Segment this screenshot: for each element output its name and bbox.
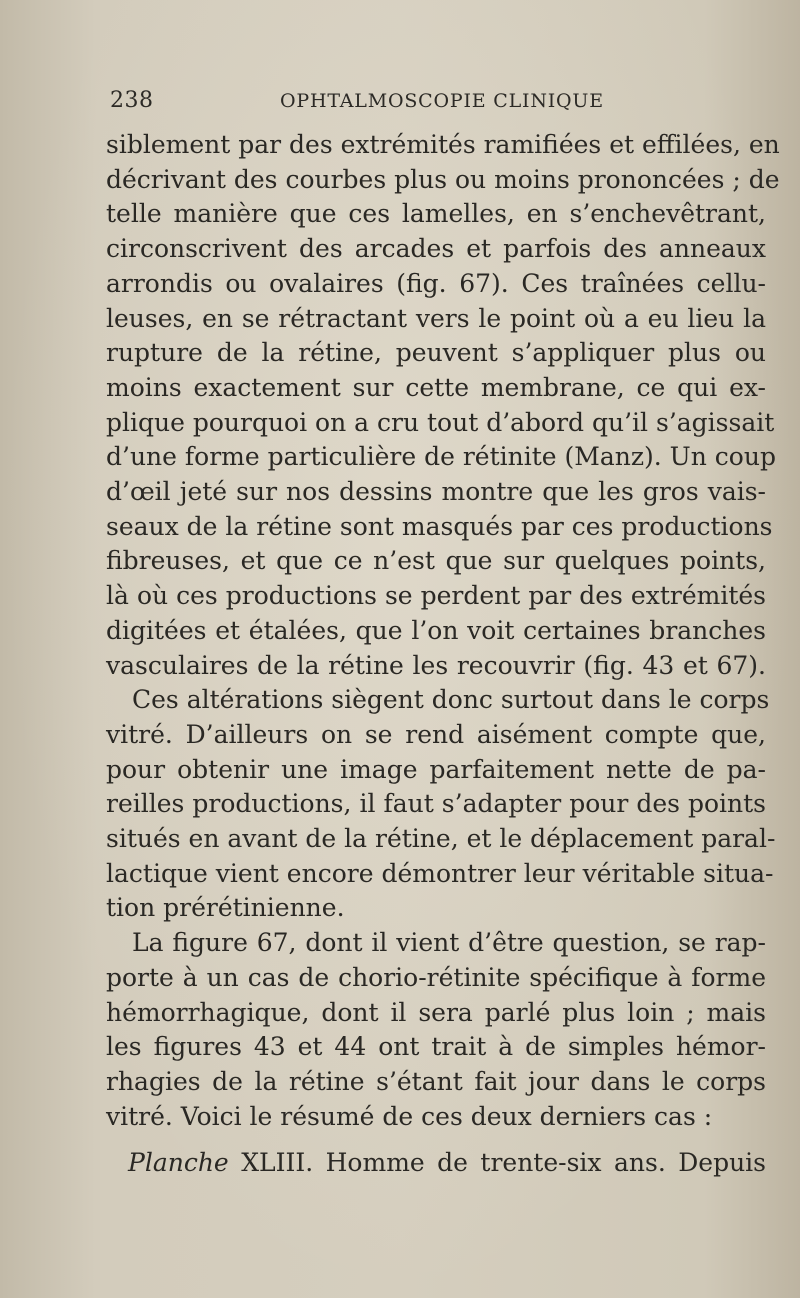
text-line: reilles productions, il faut s’adapter pour des points: [106, 789, 766, 819]
text-line: seaux de la rétine sont masqués par ces productions: [106, 511, 773, 541]
page-header: [110, 88, 630, 118]
plate-text: XLIII. Homme de trente-six ans. Depuis: [228, 1148, 766, 1177]
text-line: plique pourquoi on a cru tout d’abord qu’il s’agissait: [106, 407, 775, 437]
text-line: là où ces productions se perdent par des extrémités: [106, 581, 766, 611]
text-line: hémorrhagique, dont il sera parlé plus loin ; mais: [106, 997, 766, 1027]
text-line: pour obtenir une image parfaitement nette de pa-: [106, 754, 766, 784]
text-line: porte à un cas de chorio-rétinite spécifique à forme: [106, 962, 766, 992]
text-line: tion prérétinienne.: [106, 893, 345, 923]
text-line: rhagies de la rétine s’étant fait jour dans le corps: [106, 1066, 766, 1096]
text-line: leuses, en se rétractant vers le point où a eu lieu la: [106, 303, 766, 333]
text-line: vasculaires de la rétine les recouvrir (fig. 43 et 67).: [106, 650, 766, 680]
text-line: siblement par des extrémités ramifiées et effilées, en: [106, 130, 780, 159]
page-number: 238: [110, 88, 154, 113]
text-line: situés en avant de la rétine, et le déplacement paral-: [106, 824, 776, 854]
text-line: digitées et étalées, que l’on voit certaines branches: [106, 615, 766, 645]
text-line: vitré. Voici le résumé de ces deux derniers cas :: [106, 1101, 713, 1131]
text-line: Ces altérations siègent donc surtout dans le corps: [132, 685, 770, 715]
body-text: [106, 128, 780, 1134]
text-line: La figure 67, dont il vient d’être question, se rap-: [132, 928, 766, 958]
text-line: telle manière que ces lamelles, en s’enchevêtrant,: [106, 199, 766, 229]
text-line: vitré. D’ailleurs on se rend aisément compte que,: [106, 719, 766, 749]
text-line: rupture de la rétine, peuvent s’appliquer plus ou: [106, 338, 766, 368]
text-line: arrondis ou ovalaires (fig. 67). Ces traînées cellu-: [106, 268, 766, 298]
plate-caption: [128, 1148, 766, 1177]
text-line: décrivant des courbes plus ou moins prononcées ; de: [106, 164, 780, 194]
running-title: OPHTALMOSCOPIE CLINIQUE: [280, 90, 604, 112]
text-line: fibreuses, et que ce n’est que sur quelques points,: [106, 546, 766, 576]
text-line: d’œil jeté sur nos dessins montre que les gros vais-: [106, 477, 766, 507]
plate-label: Planche: [128, 1148, 229, 1177]
text-line: circonscrivent des arcades et parfois des anneaux: [106, 234, 766, 264]
text-line: les figures 43 et 44 ont trait à de simples hémor-: [106, 1032, 766, 1062]
text-line: moins exactement sur cette membrane, ce qui ex-: [106, 372, 766, 402]
text-line: lactique vient encore démontrer leur véritable situa-: [106, 858, 774, 888]
text-line: d’une forme particulière de rétinite (Manz). Un coup: [106, 442, 776, 472]
